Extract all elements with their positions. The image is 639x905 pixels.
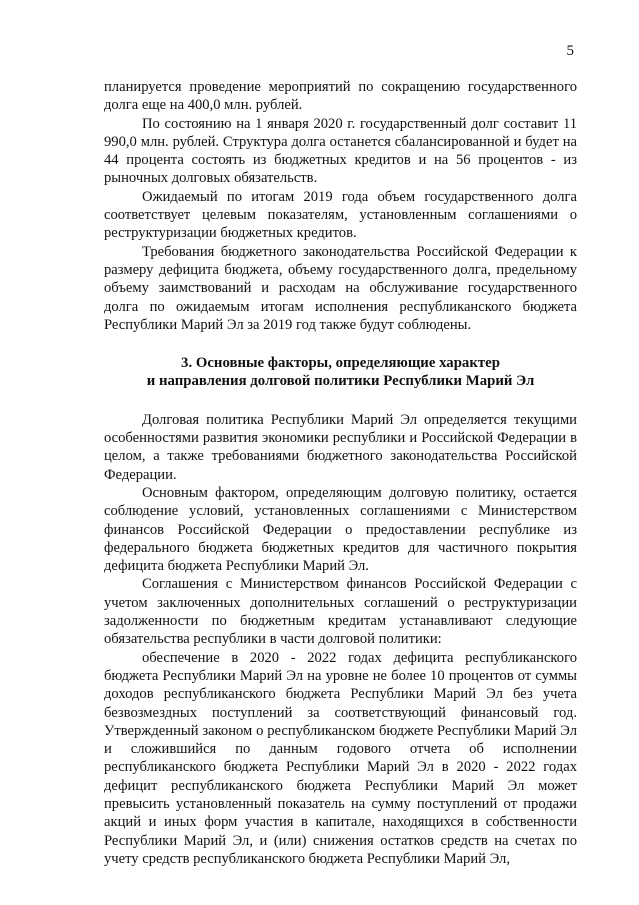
paragraph: планируется проведение мероприятий по сокращению государственного долга еще на 400,0 млн. рублей. (104, 79, 577, 114)
section-heading (104, 354, 577, 391)
document-body (104, 78, 577, 868)
paragraph: обеспечение в 2020 - 2022 годах дефицита республиканского бюджета Республики Марий Эл на уровне не более 10 процентов от суммы доходов республиканского бюджета Республики Марий Эл без учета безвозмездных поступлений за соответствующий финансовый год. Утвержденный законом о республиканском бюджете Республики Марий Эл и сложившийся по данным годового отчета об исполнении республиканского бюджета Республики Марий Эл в 2020 - 2022 годах дефицит республиканского бюджета Республики Марий Эл может превысить установленный показатель на сумму поступлений от продажи акций и иных форм участия в капитале, находящихся в собственности Республики Марий Эл, и (или) снижения остатков средств на счетах по учету средств республиканского бюджета Республики Марий Эл, (104, 649, 577, 867)
paragraph: Требования бюджетного законодательства Российской Федерации к размеру дефицита бюджета, объему государственного долга, предельному объему заимствований и расходам на обслуживание государственного долга по ожидаемым итогам исполнения республиканского бюджета Республики Марий Эл за 2019 год также будут соблюдены. (104, 243, 577, 333)
paragraph: Соглашения с Министерством финансов Российской Федерации с учетом заключенных дополнительных соглашений о реструктуризации задолженности по бюджетным кредитам устанавливают следующие обязательства республики в части долговой политики: (104, 576, 577, 648)
paragraph: По состоянию на 1 января 2020 г. государственный долг составит 11 990,0 млн. рублей. Структура долга останется сбалансированной и будет на 44 процента состоять из бюджетных кредитов и на 56 процентов - из рыночных долговых обязательств. (104, 115, 577, 187)
section-heading-line: 3. Основные факторы, определяющие характер (181, 355, 500, 372)
section-heading-line: и направления долговой политики Республики Марий Эл (146, 373, 535, 390)
page-number: 5 (566, 43, 574, 59)
paragraph: Долговая политика Республики Марий Эл определяется текущими особенностями развития экономики республики и Российской Федерации в целом, а также требованиями бюджетного законодательства Российской Федерации. (104, 411, 577, 483)
paragraph: Основным фактором, определяющим долговую политику, остается соблюдение условий, установленных соглашениями с Министерством финансов Российской Федерации о предоставлении республике из федерального бюджета бюджетных кредитов для частичного покрытия дефицита бюджета Республики Марий Эл. (104, 484, 577, 575)
paragraph: Ожидаемый по итогам 2019 года объем государственного долга соответствует целевым показателям, установленным соглашениями о реструктуризации бюджетных кредитов. (104, 188, 577, 242)
